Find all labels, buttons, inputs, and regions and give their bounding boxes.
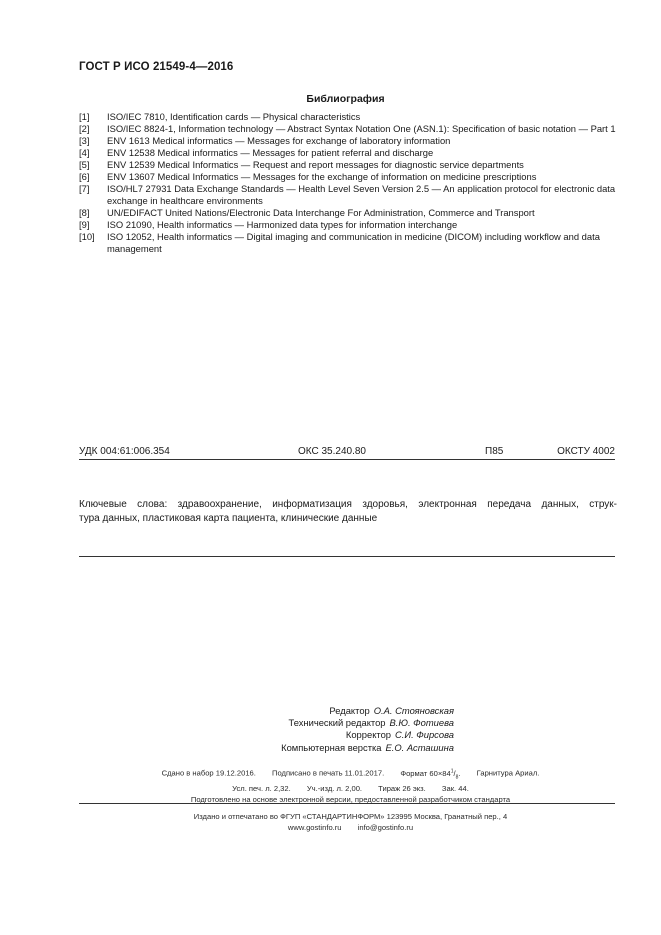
- reference-text: ENV 12538 Medical informatics — Messages for patient referral and discharge: [107, 147, 434, 158]
- list-item: [79, 207, 619, 219]
- credit-name: Е.О. Асташина: [385, 741, 454, 753]
- p-code: П85: [485, 446, 504, 457]
- credit-role: Корректор: [345, 729, 392, 741]
- reference-text: ENV 13607 Medical Informatics — Messages for the exchange of information on medicine prescriptions: [107, 171, 537, 182]
- credit-role: Компьютерная верстка: [281, 741, 382, 753]
- divider-keywords: [79, 556, 615, 557]
- imprint-format: Формат $60\times 84^1/_8$.: [400, 768, 461, 781]
- reference-text: ISO/IEC 7810, Identification cards — Physical characteristics: [107, 111, 361, 122]
- list-item: [79, 135, 619, 147]
- list-item: [79, 147, 619, 159]
- divider-imprint: [79, 803, 615, 804]
- reference-text: ISO/IEC 8824-1, Information technology — Abstract Syntax Notation One (ASN.1): Specification of basic notation — Part 1: [107, 123, 616, 134]
- keywords: [79, 498, 617, 526]
- okstu-code: ОКСТУ 4002: [557, 446, 615, 457]
- reference-text: UN/EDIFACT United Nations/Electronic Data Interchange For Administration, Commerce and Transport: [107, 207, 535, 218]
- reference-number: [5]: [79, 159, 90, 170]
- credits-block: [281, 705, 454, 754]
- imprint-typeface: Гарнитура Ариал.: [476, 768, 540, 778]
- keywords-line-2: тура данных, пластиковая карта пациента, клинические данные: [79, 513, 378, 524]
- keywords-line-1: Ключевые слова: здравоохранение, информатизация здоровья, электронная передача данных, струк-: [79, 499, 617, 510]
- list-item: [79, 183, 619, 207]
- reference-number: [10]: [79, 231, 95, 242]
- list-item: [79, 123, 619, 135]
- reference-text: ENV 12539 Medical Informatics — Request and report messages for diagnostic service departments: [107, 159, 524, 170]
- imprint-row-1: [0, 766, 661, 783]
- credit-name: О.А. Стояновская: [373, 705, 454, 716]
- reference-number: [9]: [79, 219, 90, 230]
- reference-number: [3]: [79, 135, 90, 146]
- credit-layout: [281, 742, 454, 754]
- imprint-run: Тираж 26 экз.: [378, 784, 426, 794]
- publisher-website: www.gostinfo.ru: [287, 823, 342, 832]
- list-item: [79, 219, 619, 231]
- list-item: [79, 171, 619, 183]
- imprint-order: Зак. 44.: [441, 784, 469, 794]
- udk-code: УДК 004:61:006.354: [79, 446, 170, 457]
- publisher-email: info@gostinfo.ru: [357, 823, 414, 832]
- imprint-details: [0, 766, 661, 805]
- imprint-row-2: [0, 783, 661, 794]
- oks-code: ОКС 35.240.80: [298, 446, 366, 457]
- list-item: [79, 231, 619, 255]
- reference-number: [4]: [79, 147, 90, 158]
- reference-text: ENV 1613 Medical informatics — Messages for exchange of laboratory information: [107, 135, 451, 146]
- classification-row: [79, 446, 615, 460]
- reference-number: [8]: [79, 207, 90, 218]
- credit-proofreader: [281, 729, 454, 741]
- credit-name: С.И. Фирсова: [395, 729, 454, 741]
- document-id: ГОСТ Р ИСО 21549-4—2016: [79, 61, 234, 73]
- publisher-row: [0, 811, 661, 822]
- credit-editor: [281, 705, 454, 717]
- reference-text: ISO/HL7 27931 Data Exchange Standards — Health Level Seven Version 2.5 — An application protocol for electronic data exchange in healthcare environments: [107, 183, 616, 206]
- imprint-signed: Подписано в печать 11.01.2017.: [272, 768, 385, 778]
- credit-tech-editor: [281, 717, 454, 729]
- imprint-sent: Сдано в набор 19.12.2016.: [161, 768, 256, 778]
- credit-name: В.Ю. Фотиева: [389, 717, 454, 729]
- imprint-prepared: Подготовлено на основе электронной версии, предоставленной разработчиком стандарта: [190, 795, 511, 805]
- reference-number: [1]: [79, 111, 90, 122]
- credit-role: Редактор: [329, 705, 370, 716]
- reference-number: [6]: [79, 171, 90, 182]
- publisher-address: Издано и отпечатано во ФГУП «СТАНДАРТИНФОРМ» 123995 Москва, Гранатный пер., 4: [193, 812, 508, 821]
- reference-number: [2]: [79, 123, 90, 134]
- imprint-pub-sheets: Уч.-изд. л. 2,00.: [306, 784, 363, 794]
- credit-role: Технический редактор: [288, 717, 386, 729]
- list-item: [79, 159, 619, 171]
- imprint-print-sheets: Усл. печ. л. 2,32.: [232, 784, 291, 794]
- bibliography-list: [79, 111, 619, 255]
- reference-text: ISO 21090, Health informatics — Harmonized data types for information interchange: [107, 219, 458, 230]
- list-item: [79, 111, 619, 123]
- contacts-row: [0, 822, 661, 833]
- publisher-details: [0, 811, 661, 833]
- reference-number: [7]: [79, 183, 90, 194]
- reference-text: ISO 12052, Health informatics — Digital imaging and communication in medicine (DICOM) including workflow and data management: [107, 231, 600, 254]
- bibliography-title: Библиография: [306, 93, 385, 105]
